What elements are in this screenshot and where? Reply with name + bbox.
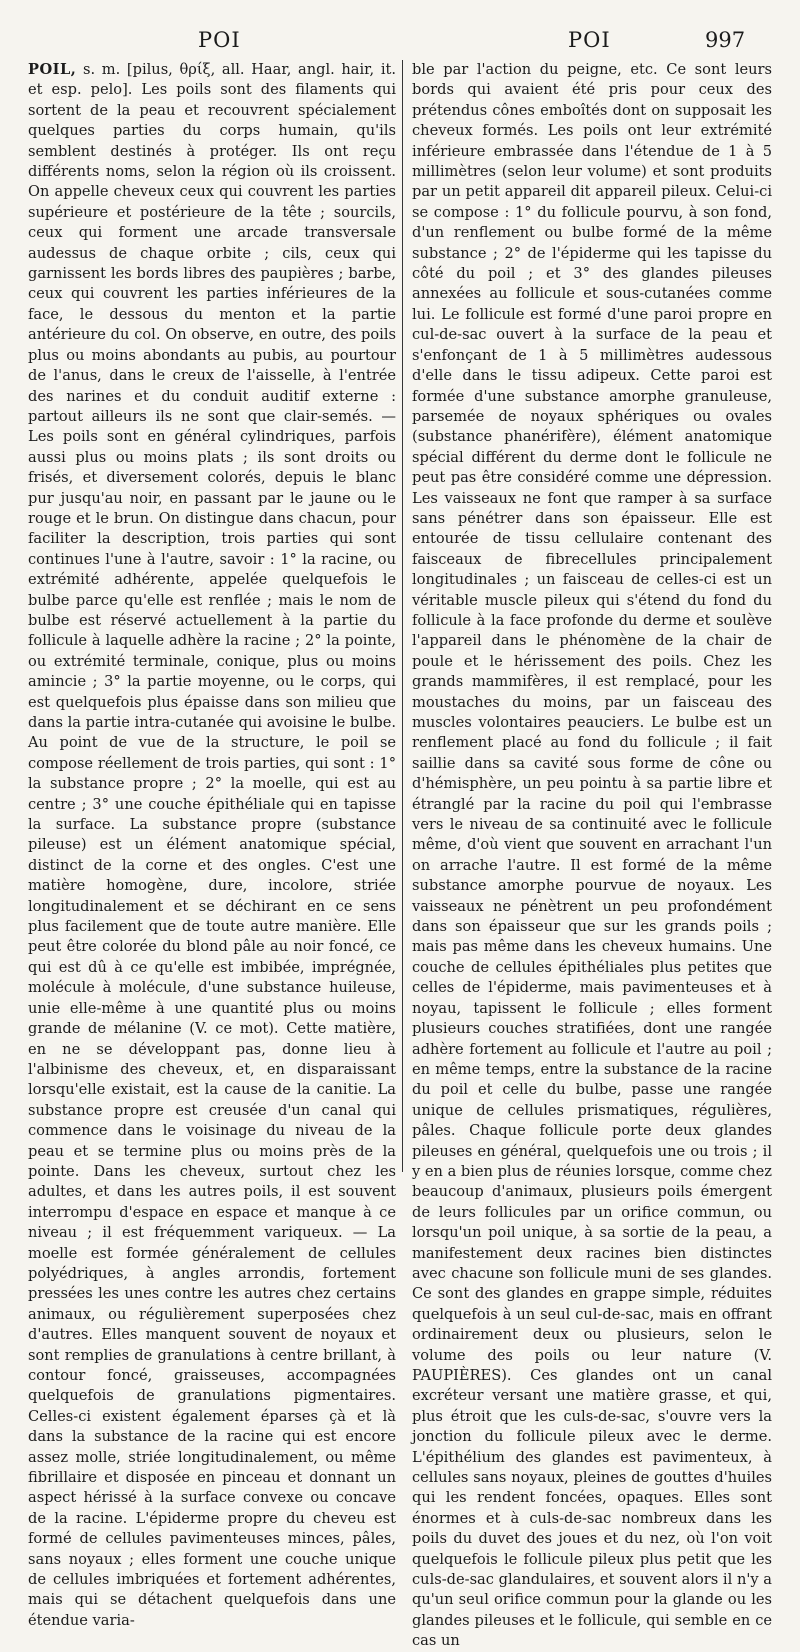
- left-column-text: s. m. [pilus, θρίξ, all. Haar, angl. hair, it. et esp. pelo]. Les poils sont des filaments qui sortent de la peau et recouvrent spécialement quelques parties du corps humain, qu'ils semblent destinés à protéger. Ils ont reçu différents noms, selon la région où ils croissent. On appelle cheveux ceux qui couvrent les parties supérieure et postérieure de la tête ; sourcils, ceux qui forment une arcade transversale audessus de chaque orbite ; cils, ceux qui garnissent les bords libres des paupières ; barbe, ceux qui couvrent les parties inférieures de la face, le dessous du menton et la partie antérieure du col. On observe, en outre, des poils plus ou moins abondants au pubis, au pourtour de l'anus, dans le creux de l'aisselle, à l'entrée des narines et du conduit auditif externe : partout ailleurs ils ne sont que clair-semés. — Les poils sont en général cylindriques, parfois aussi plus ou moins plats ; ils sont droits ou frisés, et diversement colorés, depuis le blanc pur jusqu'au noir, en passant par le jaune ou le rouge et le brun. On distingue dans chacun, pour faciliter la description, trois parties qui sont continues l'une à l'autre, savoir : 1° la racine, ou extrémité adhérente, appelée quelquefois le bulbe parce qu'elle est renflée ; mais le nom de bulbe est réservé actuellement à la partie du follicule à laquelle adhère la racine ; 2° la pointe, ou extrémité terminale, conique, plus ou moins amincie ; 3° la partie moyenne, ou le corps, qui est quelquefois plus épaisse dans son milieu que dans la partie intra-cutanée qui avoisine le bulbe. Au point de vue de la structure, le poil se compose réellement de trois parties, qui sont : 1° la substance propre ; 2° la moelle, qui est au centre ; 3° une couche épithéliale qui en tapisse la surface. La substance propre (substance pileuse) est un élément anatomique spécial, distinct de la corne et des ongles. C'est une matière homogène, dure, incolore, striée longitudinalement et se déchirant en ce sens plus facilement que de toute autre manière. Elle peut être colorée du blond pâle au noir foncé, ce qui est dû à ce qu'elle est imbibée, imprégnée, molécule à molécule, d'une substance huileuse, unie elle-même à une quantité plus ou moins grande de mélanine (V. ce mot). Cette matière, en ne se développant pas, donne lieu à l'albinisme des cheveux, et, en disparaissant lorsqu'elle existait, est la cause de la canitie. La substance propre est creusée d'un canal qui commence dans le voisinage du niveau de la peau et se termine plus ou moins près de la pointe. Dans les cheveux, surtout chez les adultes, et dans les autres poils, il est souvent interrompu d'espace en espace et manque à ce niveau ; il est fréquemment variqueux. — La moelle est formée généralement de cellules polyédriques, à angles arrondis, fortement pressées les unes contre les autres chez certains animaux, ou régulièrement superposées chez d'autres. Elles manquent souvent de noyaux et sont remplies de granulations à centre brillant, à contour foncé, graisseuses, accompagnées quelquefois de granulations pigmentaires. Celles-ci existent également éparses çà et là dans la substance de la racine qui est encore assez molle, striée longitudinalement, ou même fibrillaire et disposée en pinceau et donnant un aspect hérissé à la surface convexe ou concave de la racine. L'épiderme propre du cheveu est formé de cellules pavimenteuses minces, pâles, sans noyaux ; elles forment une couche unique de cellules imbriquées et fortement adhérentes, mais qui se détachent quelquefois dans une étendue varia-: [28, 61, 396, 1629]
- column-divider: [402, 60, 403, 1172]
- entry-paragraph-left: [28, 60, 396, 1631]
- header-left-word: POI: [198, 28, 241, 52]
- entry-paragraph-right: ble par l'action du peigne, etc. Ce sont leurs bords qui avaient été pris pour ceux des prétendus cônes emboîtés dont on supposait les cheveux formés. Les poils ont leur extrémité inférieure embrassée dans l'étendue de 1 à 5 millimètres (selon leur volume) et sont produits par un petit appareil dit appareil pileux. Celui-ci se compose : 1° du follicule pourvu, à son fond, d'un renflement ou bulbe formé de la même substance ; 2° de l'épiderme qui les tapisse du côté du poil ; et 3° des glandes pileuses annexées au follicule et sous-cutanées comme lui. Le follicule est formé d'une paroi propre en cul-de-sac ouvert à la surface de la peau et s'enfonçant de 1 à 5 millimètres audessous d'elle dans le tissu adipeux. Cette paroi est formée d'une substance amorphe granuleuse, parsemée de noyaux sphériques ou ovales (substance phanérifère), élément anatomique spécial différent du derme dont le follicule ne peut pas être considéré comme une dépression. Les vaisseaux ne font que ramper à sa surface sans pénétrer dans son épaisseur. Elle est entourée de tissu cellulaire contenant des faisceaux de fibrecellules principalement longitudinales ; un faisceau de celles-ci est un véritable muscle pileux qui s'étend du fond du follicule à la face profonde du derme et soulève l'appareil dans le phénomène de la chair de poule et le hérissement des poils. Chez les grands mammifères, il est remplacé, pour les moustaches du moins, par un faisceau des muscles volontaires peauciers. Le bulbe est un renflement placé au fond du follicule ; il fait saillie dans sa cavité sous forme de cône ou d'hémisphère, un peu pointu à sa partie libre et étranglé par la racine du poil qui l'embrasse vers le niveau de sa continuité avec le follicule même, d'où vient que souvent en arrachant l'un on arrache l'autre. Il est formé de la même substance amorphe pourvue de noyaux. Les vaisseaux ne pénètrent un peu profondément dans son épaisseur que sur les grands poils ; mais pas même dans les cheveux humains. Une couche de cellules épithéliales plus petites que celles de l'épiderme, mais pavimenteuses et à noyau, tapissent le follicule ; elles forment plusieurs couches stratifiées, dont une rangée adhère fortement au follicule et l'autre au poil ; en même temps, entre la substance de la racine du poil et celle du bulbe, passe une rangée unique de cellules prismatiques, régulières, pâles. Chaque follicule porte deux glandes pileuses en général, quelquefois une ou trois ; il y en a bien plus de réunies lorsque, comme chez beaucoup d'animaux, plusieurs poils émergent de leurs follicules par un orifice commun, ou lorsqu'un poil unique, à sa sortie de la peau, a manifestement deux racines bien distinctes avec chacune son follicule muni de ses glandes. Ce sont des glandes en grappe simple, réduites quelquefois à un seul cul-de-sac, mais en offrant ordinairement deux ou plusieurs, selon le volume des poils ou leur nature (V. PAUPIÈRES). Ces glandes ont un canal excréteur versant une matière grasse, et qui, plus étroit que les culs-de-sac, s'ouvre vers la jonction du follicule pileux avec le derme. L'épithélium des glandes est pavimenteux, à cellules sans noyaux, pleines de gouttes d'huiles qui les rendent foncées, opaques. Elles sont énormes et à culs-de-sac nombreux dans les poils du duvet des joues et du nez, où l'on voit quelquefois le follicule pileux plus petit que les culs-de-sac glandulaires, et souvent alors il n'y a qu'un seul orifice commun pour la glande ou les glandes pileuses et le follicule, qui semble en ce cas un: [412, 61, 772, 1650]
- left-column: [28, 60, 396, 1629]
- page-number: 997: [705, 28, 746, 52]
- entry-headword: POIL,: [28, 61, 77, 78]
- header-right-word: POI: [568, 28, 611, 52]
- running-header: [0, 28, 800, 58]
- right-column: [412, 60, 772, 1650]
